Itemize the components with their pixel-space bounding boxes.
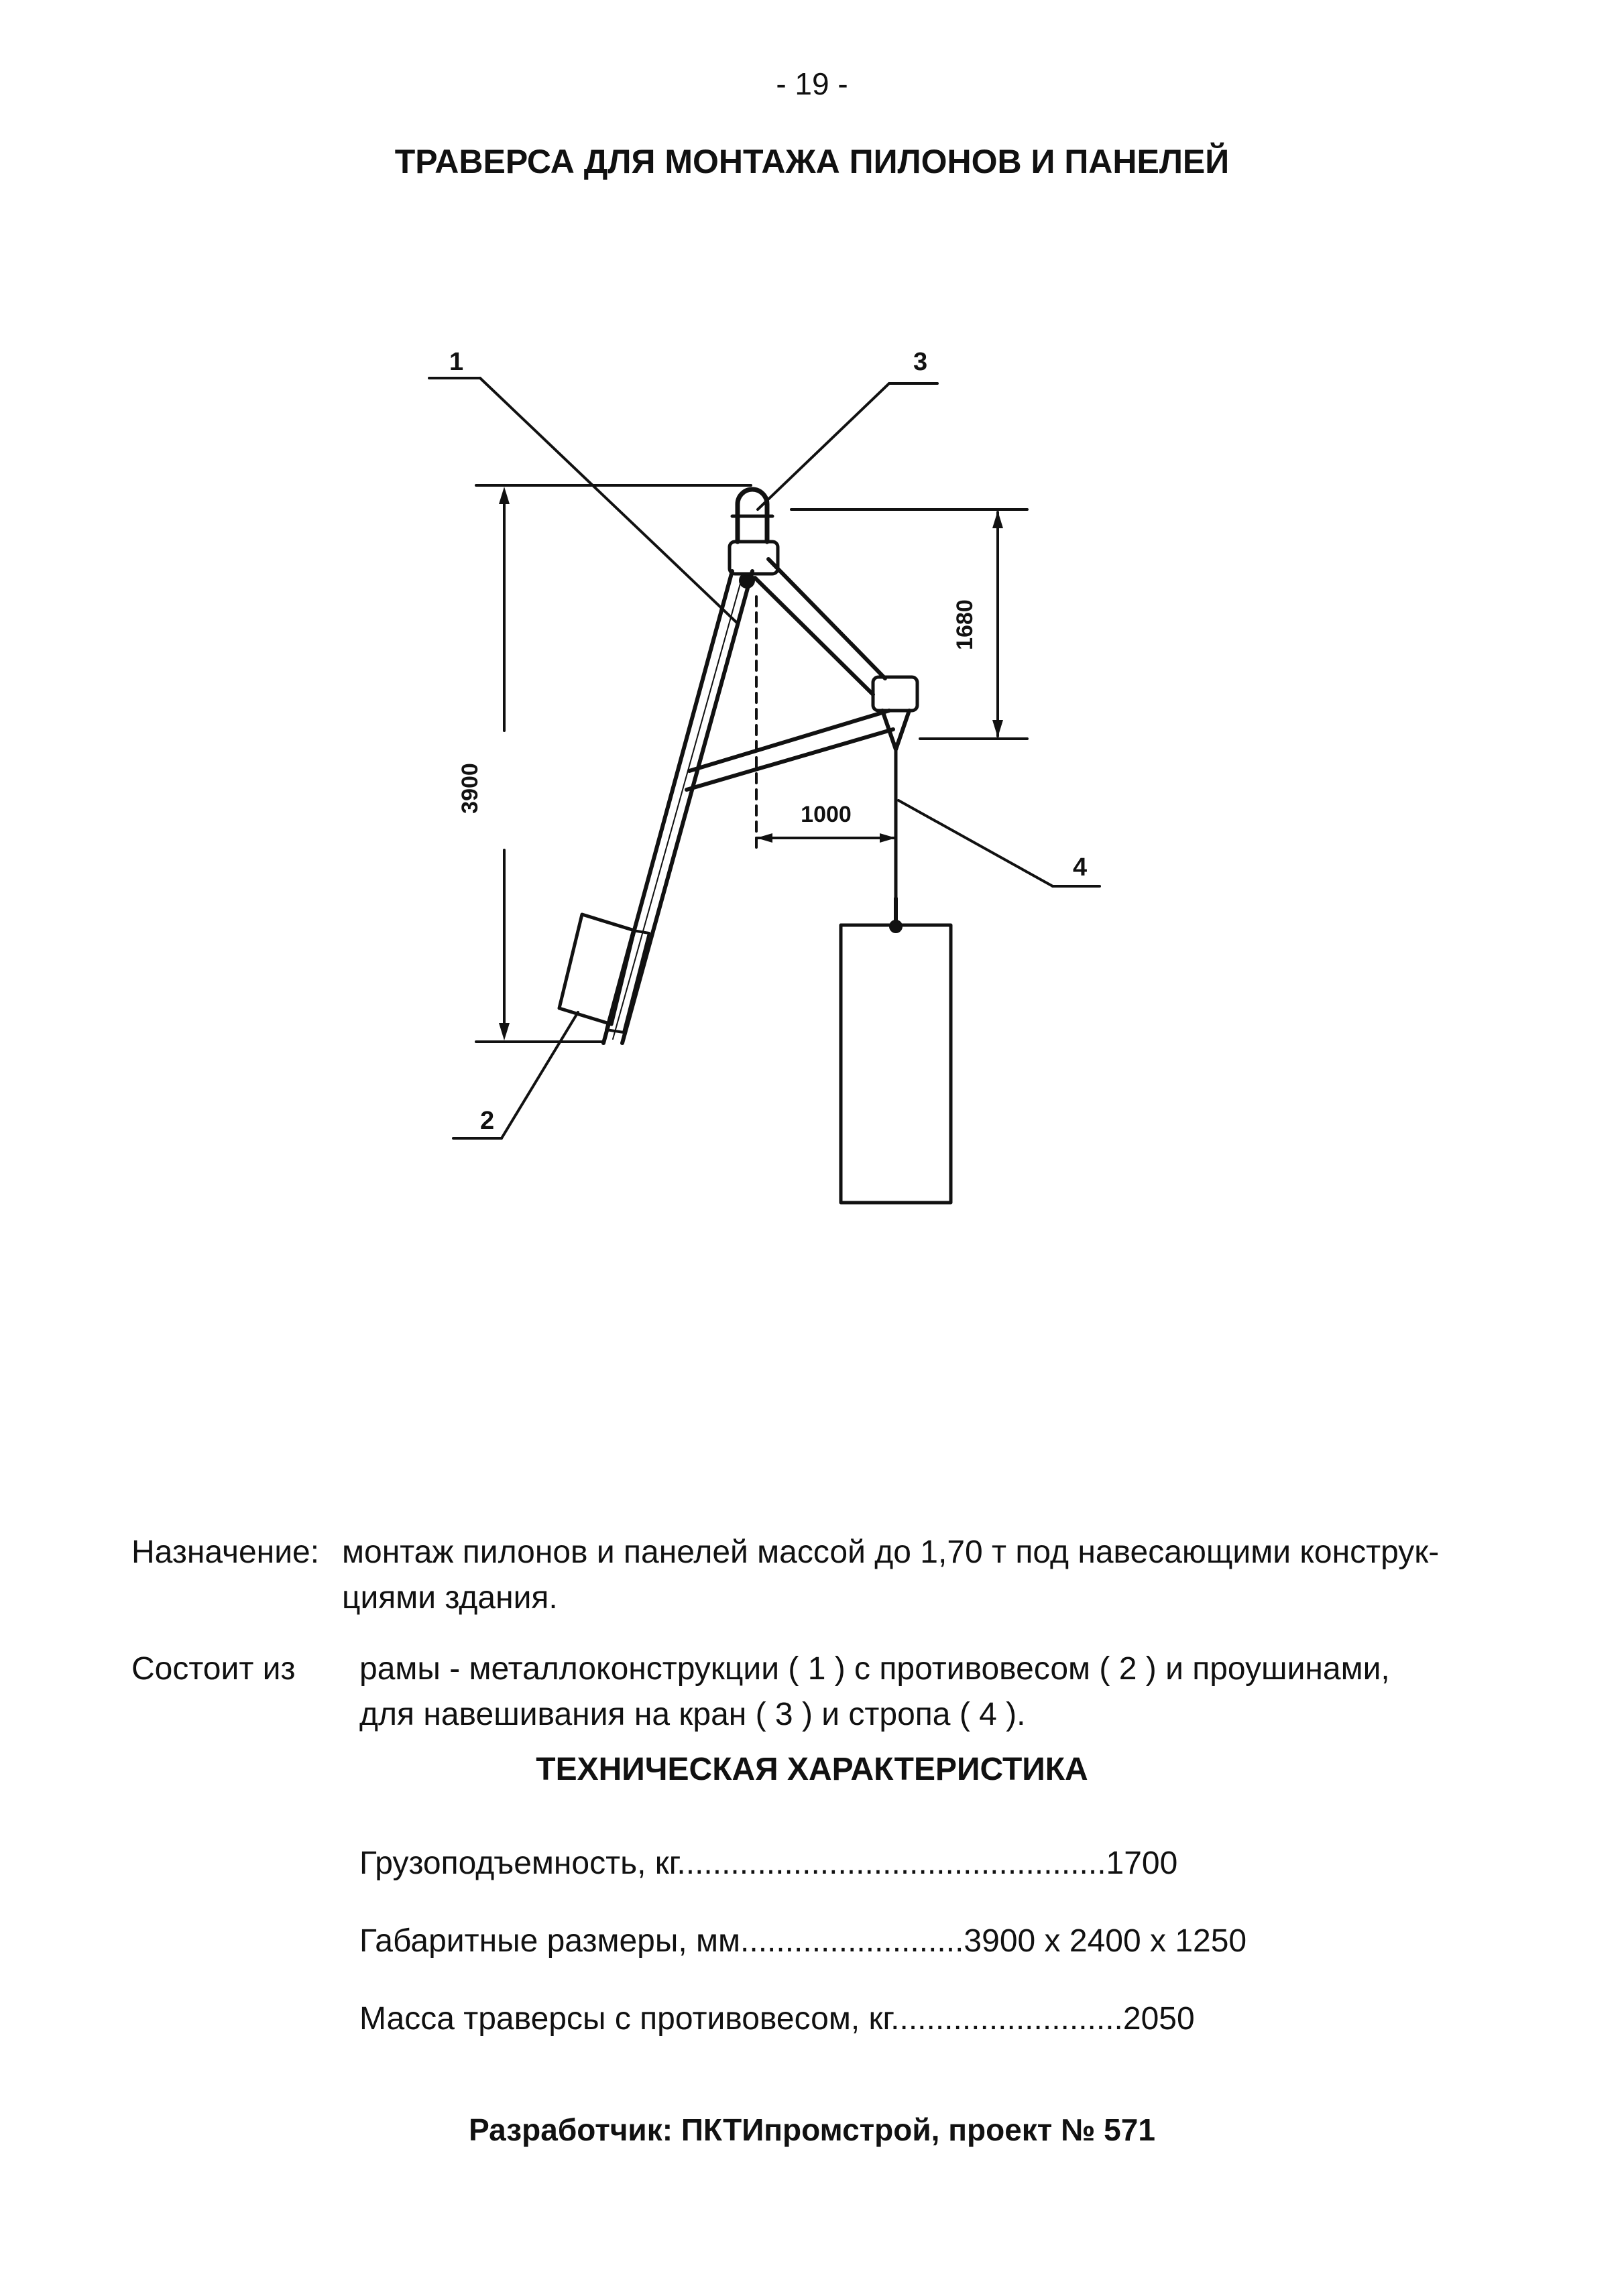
right-node-plate (873, 677, 917, 711)
callout-4: 4 (1073, 853, 1088, 882)
callout-2: 2 (480, 1107, 495, 1135)
spec-title: ТЕХНИЧЕСКАЯ ХАРАКТЕРИСТИКА (536, 1752, 1088, 1787)
main-beam-center-line (613, 577, 742, 1039)
lower-strut-bottom-edge (687, 729, 893, 790)
dimension-3900-arrow-bottom (499, 1023, 510, 1040)
leader-4 (898, 800, 1053, 886)
dimension-3900-value: 3900 (457, 763, 483, 814)
suspended-load (841, 925, 951, 1203)
spec-row-mass: Масса траверсы с противовесом, кг..........................2050 (359, 2001, 1195, 2037)
leader-2 (502, 1012, 578, 1138)
composition-paragraph (131, 1646, 1540, 1740)
dimension-1680-arrow-top (992, 511, 1003, 528)
dimension-3900-arrow-top (499, 487, 510, 504)
page-title: ТРАВЕРСА ДЛЯ МОНТАЖА ПИЛОНОВ И ПАНЕЛЕЙ (394, 143, 1230, 180)
dimension-1680-value: 1680 (952, 599, 978, 650)
callout-1: 1 (449, 348, 464, 376)
dimension-1000-arrow-right (880, 833, 896, 843)
composition-line-2: для навешивания на кран ( 3 ) и стропа ( 4 ). (359, 1697, 1026, 1732)
composition-line-1: рамы - металлоконструкции ( 1 ) с противовесом ( 2 ) и проушинами, (359, 1651, 1390, 1687)
purpose-line-1: монтаж пилонов и панелей массой до 1,70 т под навесающими конструк- (342, 1534, 1440, 1570)
purpose-paragraph (131, 1530, 1540, 1624)
leader-1 (480, 378, 736, 622)
main-beam-right-edge (622, 571, 752, 1043)
composition-text (359, 1646, 1390, 1738)
dimension-1000-arrow-left (756, 833, 772, 843)
upper-strut-top-edge (768, 559, 885, 678)
purpose-line-2: циями здания. (342, 1580, 558, 1616)
upper-strut-bottom-edge (755, 578, 873, 694)
spec-row-capacity: Грузоподъемность, кг................................................1700 (359, 1846, 1178, 1881)
page-number: - 19 - (776, 66, 848, 101)
spec-row-dimensions: Габаритные размеры, мм.........................3900 х 2400 х 1250 (359, 1923, 1247, 1959)
top-head-plate (730, 542, 778, 574)
leader-3 (758, 383, 889, 509)
composition-label: Состоит из (131, 1651, 296, 1687)
dimension-1680-arrow-bottom (992, 720, 1003, 737)
purpose-text (342, 1530, 1439, 1621)
callout-3: 3 (913, 348, 928, 376)
dimension-1000-value: 1000 (801, 802, 852, 827)
purpose-label: Назначение: (131, 1534, 320, 1570)
top-pivot (740, 574, 754, 587)
developer-footer: Разработчик: ПКТИпромстрой, проект № 571 (469, 2112, 1155, 2147)
load-hook-point (890, 921, 901, 932)
